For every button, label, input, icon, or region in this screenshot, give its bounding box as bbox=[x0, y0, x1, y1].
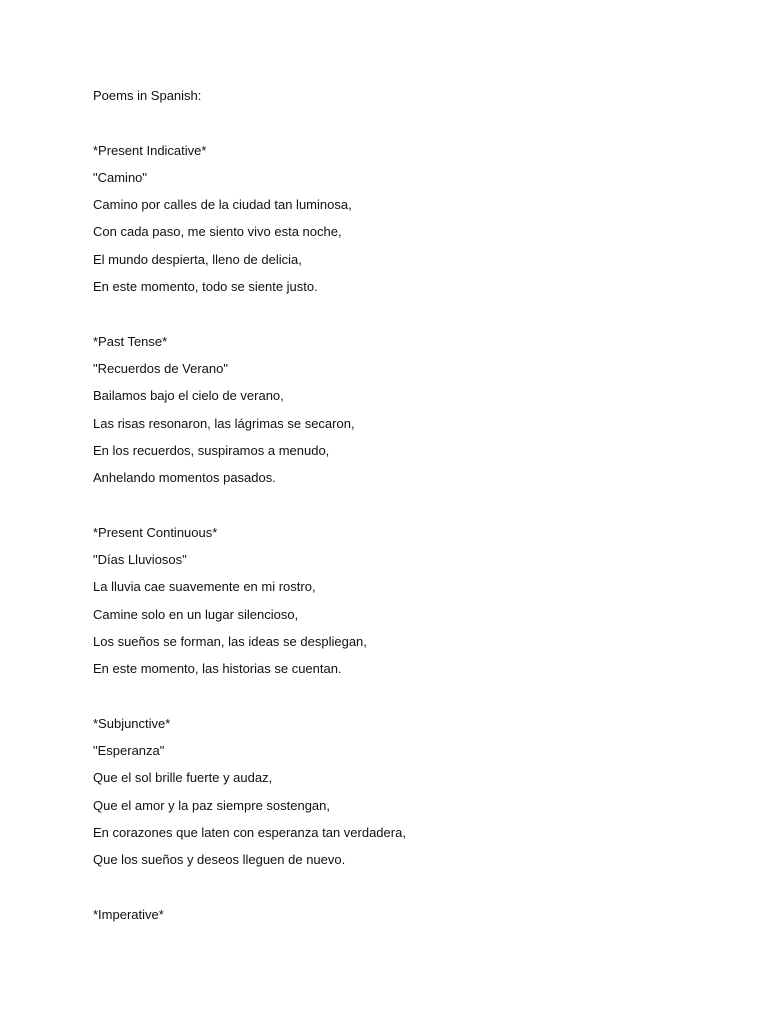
poem-title: "Camino" bbox=[93, 169, 148, 185]
poem-section-past-tense bbox=[93, 333, 713, 497]
poem-line: En corazones que laten con esperanza tan verdadera, bbox=[93, 825, 406, 841]
tense-label: *Subjunctive* bbox=[93, 715, 171, 731]
poem-line: Anhelando momentos pasados. bbox=[93, 470, 276, 486]
poem-line: Con cada paso, me siento vivo esta noche, bbox=[93, 224, 342, 240]
poem-line: Las risas resonaron, las lágrimas se secaron, bbox=[93, 415, 355, 431]
poem-line: Camino por calles de la ciudad tan luminosa, bbox=[93, 197, 352, 213]
poem-section-present-continuous bbox=[93, 524, 713, 688]
poem-line: Los sueños se forman, las ideas se despliegan, bbox=[93, 633, 367, 649]
poem-line: En los recuerdos, suspiramos a menudo, bbox=[93, 442, 330, 458]
document-heading: Poems in Spanish: bbox=[93, 88, 202, 103]
poem-line: En este momento, las historias se cuentan. bbox=[93, 661, 342, 677]
tense-label: *Imperative* bbox=[93, 906, 164, 922]
poem-section-subjunctive bbox=[93, 715, 713, 879]
document-body bbox=[93, 87, 713, 933]
poem-line: El mundo despierta, lleno de delicia, bbox=[93, 251, 302, 267]
poem-line: Que el sol brille fuerte y audaz, bbox=[93, 770, 273, 786]
poem-section-imperative bbox=[93, 906, 713, 933]
poem-line: La lluvia cae suavemente en mi rostro, bbox=[93, 579, 316, 595]
poem-line: Que los sueños y deseos lleguen de nuevo. bbox=[93, 852, 346, 868]
poem-line: Bailamos bajo el cielo de verano, bbox=[93, 388, 284, 404]
poem-section-present-indicative bbox=[93, 142, 713, 306]
poem-line: En este momento, todo se siente justo. bbox=[93, 279, 318, 295]
poem-title: "Días Lluviosos" bbox=[93, 552, 187, 568]
poem-line: Que el amor y la paz siempre sostengan, bbox=[93, 797, 331, 813]
tense-label: *Present Continuous* bbox=[93, 524, 218, 540]
tense-label: *Present Indicative* bbox=[93, 142, 207, 158]
poem-line: Camine solo en un lugar silencioso, bbox=[93, 606, 299, 622]
poem-title: "Esperanza" bbox=[93, 743, 165, 759]
poem-title: "Recuerdos de Verano" bbox=[93, 360, 228, 376]
tense-label: *Past Tense* bbox=[93, 333, 168, 349]
